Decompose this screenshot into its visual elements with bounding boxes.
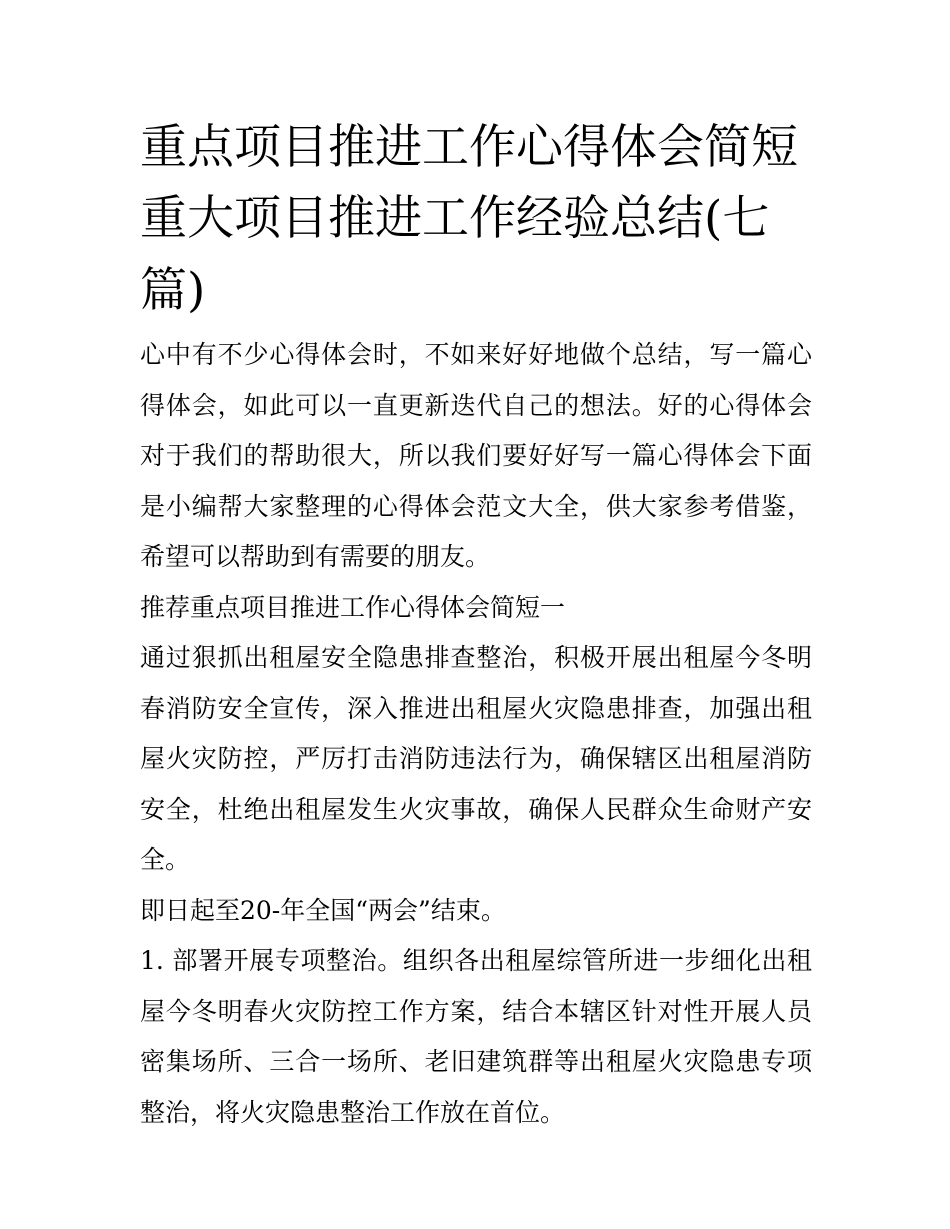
intro-paragraph: 心中有不少心得体会时，不如来好好地做个总结，写一篇心得体会，如此可以一直更新迭代自己的想法。好的心得体会对于我们的帮助很大，所以我们要好好写一篇心得体会下面是小编帮大家整理的心得体会范文大全，供大家参考借鉴，希望可以帮助到有需要的朋友。: [140, 340, 812, 572]
section-heading: 推荐重点项目推进工作心得体会简短一: [140, 592, 566, 622]
document-page: [140, 112, 812, 1138]
body-paragraph: 即日起至20-年全国“两会”结束。: [140, 895, 506, 925]
document-title: 重点项目推进工作心得体会简短 重大项目推进工作经验总结(七篇): [140, 120, 798, 318]
numbered-paragraph: 1. 部署开展专项整治。组织各出租屋综管所进一步细化出租屋今冬明春火灾防控工作方案，结合本辖区针对性开展人员密集场所、三合一场所、老旧建筑群等出租屋火灾隐患专项整治，将火灾隐患整治工作放在首位。: [140, 946, 812, 1127]
body-paragraph: 通过狠抓出租屋安全隐患排查整治，积极开展出租屋今冬明春消防安全宣传，深入推进出租屋火灾隐患排查，加强出租屋火灾防控，严厉打击消防违法行为，确保辖区出租屋消防安全，杜绝出租屋发生火灾事故，确保人民群众生命财产安全。: [140, 643, 812, 875]
